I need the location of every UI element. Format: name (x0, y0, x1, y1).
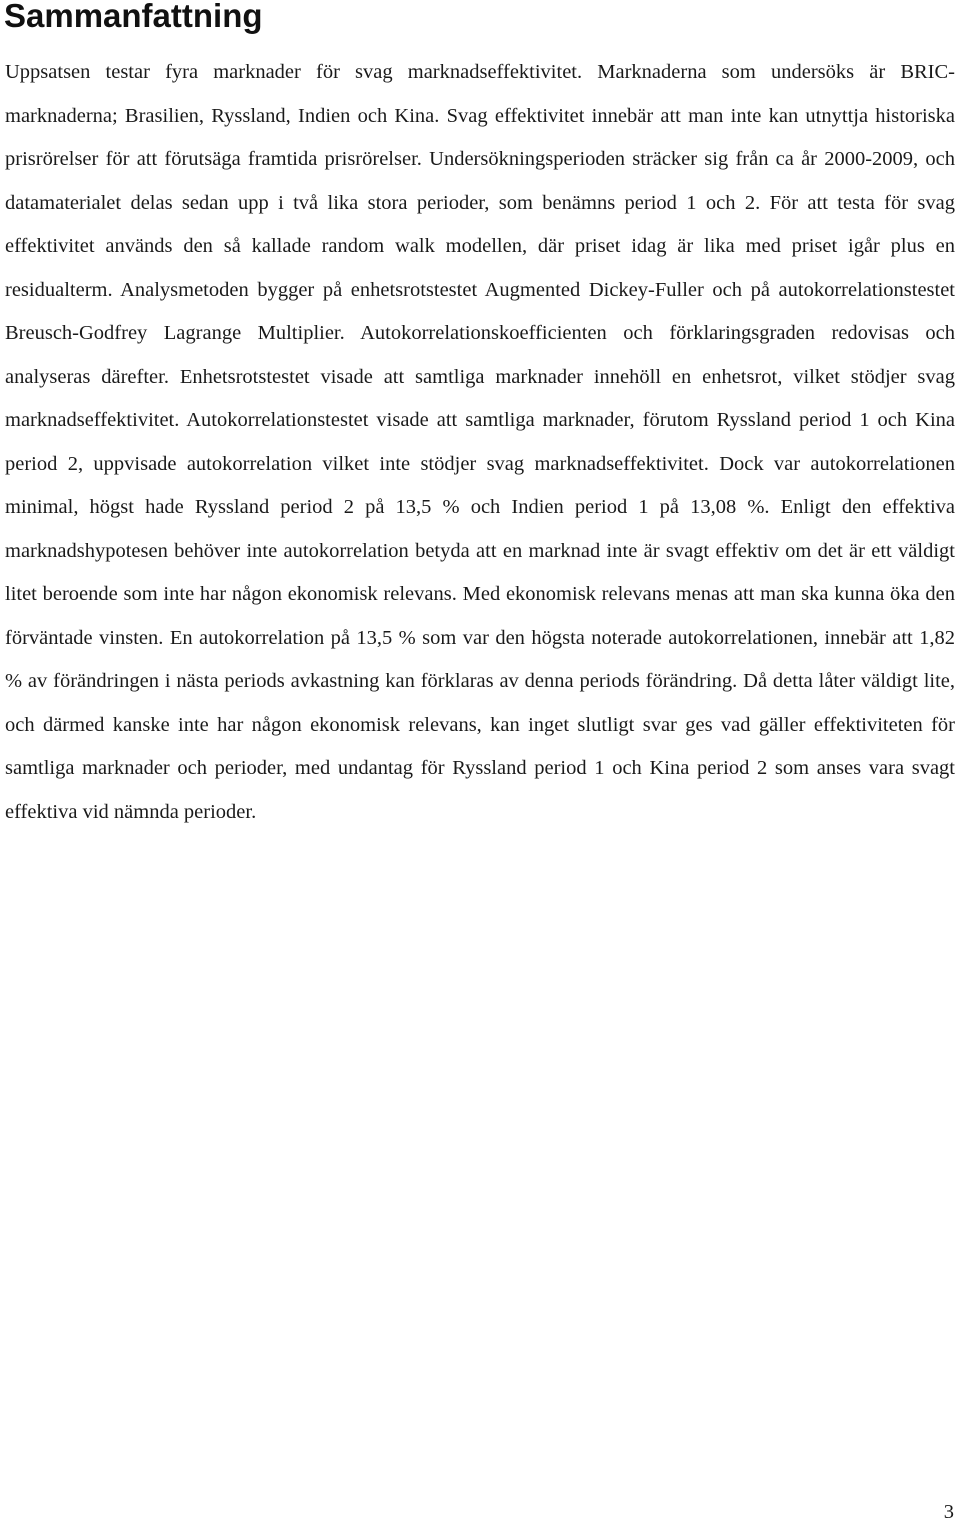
abstract-sentence: Enhetsrotstestet visade att samtliga marknader innehöll en enhetsrot, vilket stödjer svag marknadseffektivitet. (5, 365, 955, 431)
abstract-sentence: Analysmetoden bygger på enhetsrotstestet Augmented Dickey-Fuller och på autokorrelationstestet Breusch-Godfrey Lagrange Multiplier. (5, 278, 956, 344)
abstract-sentence: Uppsatsen testar fyra marknader för svag marknadseffektivitet. (5, 61, 583, 83)
abstract-paragraph (5, 51, 955, 834)
page-number: 3 (943, 1501, 954, 1523)
abstract-sentence: Dock var autokorrelationen minimal, högst hade Ryssland period 2 på 13,5 % och Indien period 1 på 13,08 %. (5, 452, 955, 518)
abstract-sentence: En autokorrelation på 13,5 % som var den högsta noterade autokorrelationen, innebär att 1,82 % av förändringen i nästa periods avkastning kan förklaras av denna periods förändring. (5, 626, 956, 692)
abstract-sentence: Autokorrelationstestet visade att samtliga marknader, förutom Ryssland period 1 och Kina period 2, uppvisade autokorrelation vilket inte stödjer svag marknadseffektivitet. (5, 409, 955, 475)
abstract-sentence: Då detta låter väldigt lite, och därmed kanske inte har någon ekonomisk relevans, kan inget slutligt svar ges vad gäller effektiviteten för samtliga marknader och perioder, med undantag för Ryssland period 1 och Kina period 2 som anses vara svagt effektiva vid nämnda perioder. (5, 670, 956, 823)
abstract-sentence: Marknaderna som undersöks är BRIC-marknaderna; Brasilien, Ryssland, Indien och Kina. (5, 61, 955, 127)
section-heading: Sammanfattning (4, 0, 263, 34)
abstract-sentence: Autokorrelationskoefficienten och förklaringsgraden redovisas och analyseras därefter. (5, 322, 955, 388)
abstract-sentence: Undersökningsperioden sträcker sig från ca år 2000-2009, och datamaterialet delas sedan upp i två lika stora perioder, som benämns period 1 och 2. (5, 148, 956, 214)
abstract-sentence: Svag effektivitet innebär att man inte kan utnyttja historiska prisrörelser för att förutsäga framtida prisrörelser. (5, 104, 956, 170)
abstract-sentence: Enligt den effektiva marknadshypotesen behöver inte autokorrelation betyda att en marknad inte är svagt effektiv om det är ett väldigt litet beroende som inte har någon ekonomisk relevans. (5, 496, 955, 605)
abstract-sentence: Med ekonomisk relevans menas att man ska kunna öka den förväntade vinsten. (5, 583, 956, 649)
abstract-sentence: För att testa för svag effektivitet används den så kallade random walk modellen, där priset idag är lika med priset igår plus en residualterm. (5, 191, 956, 301)
